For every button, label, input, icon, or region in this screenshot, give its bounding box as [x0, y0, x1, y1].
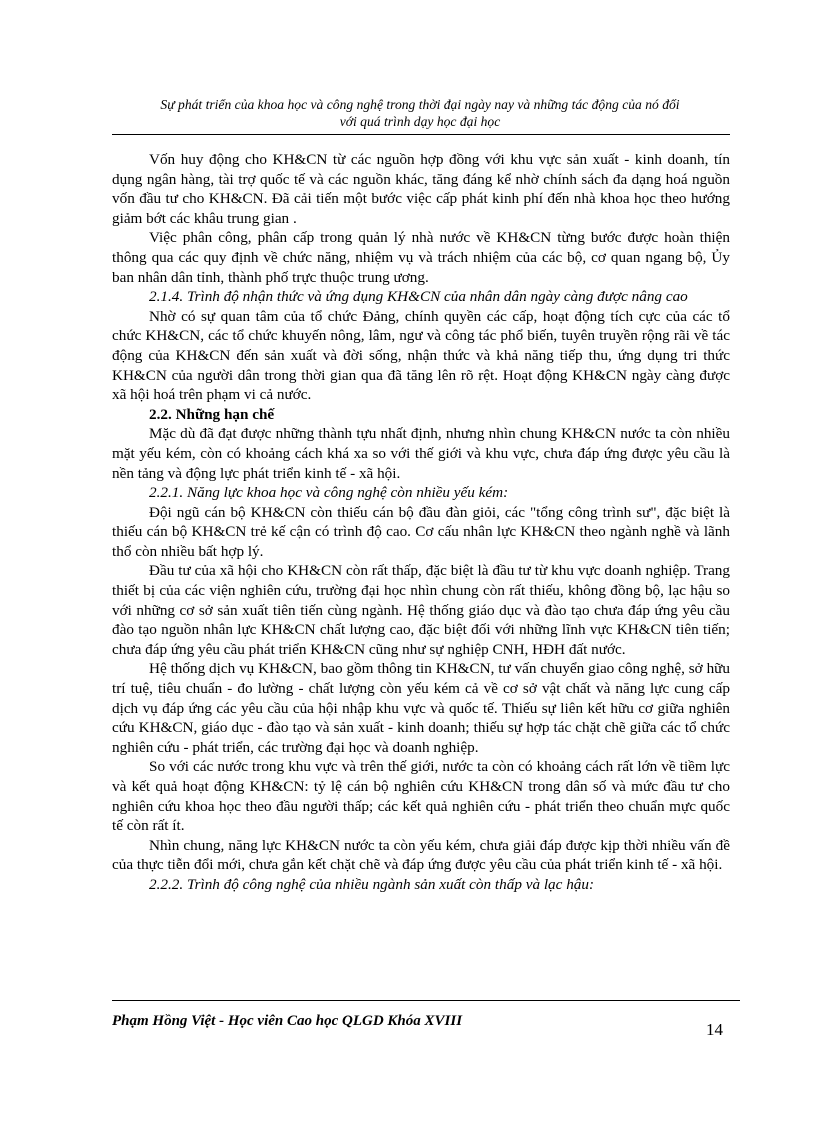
- paragraph: Đội ngũ cán bộ KH&CN còn thiếu cán bộ đầu đàn giỏi, các "tổng công trình sư", đặc biệt là thiếu cán bộ KH&CN trẻ kế cận có trình độ cao. Cơ cấu nhân lực KH&CN theo ngành nghề và lãnh thổ còn nhiều bất hợp lý.: [112, 503, 730, 560]
- paragraph: Nhìn chung, năng lực KH&CN nước ta còn yếu kém, chưa giải đáp được kịp thời nhiều vấn đề của thực tiễn đổi mới, chưa gắn kết chặt chẽ và đáp ứng được yêu cầu của phát triển kinh tế - xã hội.: [112, 836, 730, 874]
- footer-author: Phạm Hồng Việt - Học viên Cao học QLGD Khóa XVIII: [112, 1013, 463, 1029]
- running-header-line-2: với quá trình dạy học đại học: [339, 114, 501, 129]
- section-heading-2-2-2: 2.2.2. Trình độ công nghệ của nhiều ngành sản xuất còn thấp và lạc hậu:: [149, 875, 595, 893]
- paragraph: So với các nước trong khu vực và trên thế giới, nước ta còn có khoảng cách rất lớn về tiềm lực và kết quả hoạt động KH&CN: tỷ lệ cán bộ nghiên cứu KH&CN trong dân số và mức đầu tư cho nghiên cứu khoa học theo đầu người thấp; các kết quả nghiên cứu - phát triển theo chuẩn mực quốc tế còn rất ít.: [112, 758, 730, 835]
- paragraph: Hệ thống dịch vụ KH&CN, bao gồm thông tin KH&CN, tư vấn chuyển giao công nghệ, sở hữu trí tuệ, tiêu chuẩn - đo lường - chất lượng còn yếu kém cả về cơ sở vật chất và năng lực cung cấp dịch vụ đáp ứng các yêu cầu của hội nhập khu vực và quốc tế. Thiếu sự liên kết hữu cơ giữa nghiên cứu KH&CN, giáo dục - đào tạo và sản xuất - kinh doanh; thiếu sự hợp tác chặt chẽ giữa các tổ chức nghiên cứu - phát triển, các trường đại học và doanh nghiệp.: [112, 660, 730, 756]
- paragraph: Mặc dù đã đạt được những thành tựu nhất định, nhưng nhìn chung KH&CN nước ta còn nhiều mặt yếu kém, còn có khoảng cách khá xa so với thế giới và khu vực, chưa đáp ứng được yêu cầu là nền tảng và động lực phát triển kinh tế - xã hội.: [112, 425, 730, 482]
- running-header: [100, 96, 740, 130]
- page-number: 14: [706, 1020, 723, 1039]
- section-heading-2-2: 2.2. Những hạn chế: [149, 405, 275, 423]
- footer-rule: [112, 1000, 740, 1001]
- section-heading-2-1-4: 2.1.4. Trình độ nhận thức và ứng dụng KH&CN của nhân dân ngày càng được nâng cao: [149, 288, 688, 306]
- paragraph: Nhờ có sự quan tâm của tổ chức Đảng, chính quyền các cấp, hoạt động tích cực của các tổ chức KH&CN, các tổ chức khuyến nông, lâm, ngư và công tác phổ biến, tuyên truyền rộng rãi về tác động của KH&CN đến sản xuất và đời sống, nhận thức và khả năng tiếp thu, ứng dụng tri thức KH&CN của người dân trong thời gian qua đã tăng lên rõ rệt. Hoạt động KH&CN ngày càng được xã hội hoá trên phạm vi cả nước.: [112, 307, 730, 404]
- paragraph: Việc phân công, phân cấp trong quản lý nhà nước về KH&CN từng bước được hoàn thiện thông qua các quy định về chức năng, nhiệm vụ và trách nhiệm của các bộ, cơ quan ngang bộ, Ủy ban nhân dân tỉnh, thành phố trực thuộc trung ương.: [112, 229, 730, 286]
- body-text: [112, 150, 730, 895]
- paragraph: Vốn huy động cho KH&CN từ các nguồn hợp đồng với khu vực sản xuất - kinh doanh, tín dụng ngân hàng, tài trợ quốc tế và các nguồn khác, tăng đáng kể nhờ chính sách đa dạng hoá nguồn vốn đầu tư cho KH&CN. Đã cải tiến một bước việc cấp phát kinh phí đến nhà khoa học theo hướng giảm bớt các khâu trung gian .: [112, 151, 730, 227]
- paragraph: Đầu tư của xã hội cho KH&CN còn rất thấp, đặc biệt là đầu tư từ khu vực doanh nghiệp. Trang thiết bị của các viện nghiên cứu, trường đại học nhìn chung còn rất thiếu, không đồng bộ, lạc hậu so với những cơ sở sản xuất tiên tiến cùng ngành. Hệ thống giáo dục và đào tạo chưa đáp ứng yêu cầu đào tạo nguồn nhân lực KH&CN chất lượng cao, đặc biệt đối với những lĩnh vực KH&CN tiên tiến; chưa đáp ứng yêu cầu phát triển KH&CN cũng như sự nghiệp CNH, HĐH đất nước.: [112, 562, 730, 658]
- running-header-line-1: Sự phát triển của khoa học và công nghệ trong thời đại ngày nay và những tác động của nó đối: [160, 97, 680, 112]
- section-heading-2-2-1: 2.2.1. Năng lực khoa học và công nghệ còn nhiều yếu kém:: [149, 484, 509, 502]
- header-rule: [112, 134, 730, 135]
